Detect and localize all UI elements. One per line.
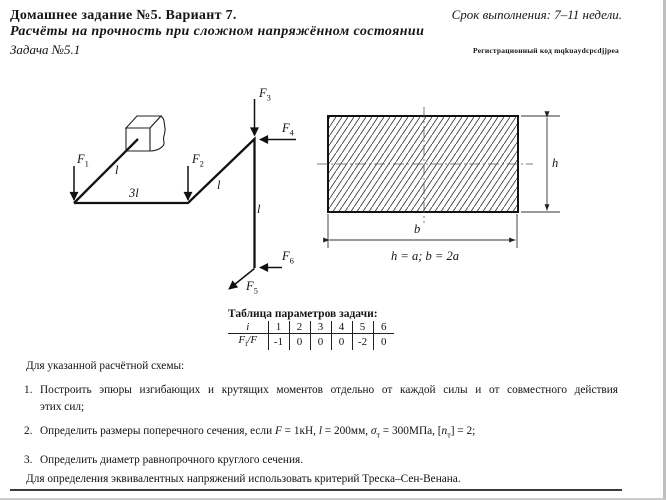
label-length-l3: l bbox=[257, 202, 261, 216]
label-length-l1: l bbox=[115, 163, 119, 177]
task2-text: Определить размеры поперечного сечения, если F = 1кН, l = 200мм, $\sigma_т = 300МПа$, $[n_т] = 2$; bbox=[40, 425, 476, 440]
cell-i: i bbox=[246, 321, 250, 333]
label-length-l2: l bbox=[217, 178, 221, 192]
cell-fi-over-f: $F_i/F$ bbox=[228, 334, 268, 351]
frame-rods bbox=[74, 139, 255, 268]
table-row-header: i 1 2 3 4 5 6 bbox=[228, 321, 394, 334]
params-table-title: Таблица параметров задачи: bbox=[228, 308, 378, 320]
label-length-3l: 3l bbox=[129, 186, 139, 200]
label-f1: $F_1$ bbox=[77, 152, 89, 169]
deadline-text: Срок выполнения: 7–11 недели. bbox=[451, 7, 622, 22]
task3-text: Определить диаметр равнопрочного круглого сечения. bbox=[40, 454, 304, 466]
bottom-double-rule bbox=[10, 489, 622, 491]
label-f4: $F_4$ bbox=[282, 121, 294, 138]
task1-line1: Построить эпюры изгибающих и крутящих моментов отдельно от каждой силы и от совместного действия bbox=[40, 384, 618, 396]
label-h: h bbox=[552, 156, 559, 170]
task2-number: 2. bbox=[24, 425, 33, 437]
table-row-values: $F_i/F$ -1 0 0 0 -2 0 bbox=[228, 334, 394, 351]
params-table-block bbox=[228, 308, 394, 350]
label-f6: $F_6$ bbox=[282, 249, 294, 266]
registration-code: Регистрационный код mqkuaydcpcdjjpea bbox=[473, 46, 619, 55]
task3-number: 3. bbox=[24, 454, 33, 466]
label-f3: $F_3$ bbox=[259, 86, 271, 103]
label-f5: $F_5$ bbox=[246, 279, 258, 296]
task1-line2: этих сил; bbox=[40, 401, 85, 413]
label-f2: $F_2$ bbox=[192, 152, 204, 169]
params-table bbox=[228, 321, 394, 350]
task-number: Задача №5.1 bbox=[10, 42, 81, 57]
section-relation: h = a; b = 2a bbox=[391, 249, 459, 263]
label-b: b bbox=[414, 222, 421, 236]
tasks-footer: Для определения эквивалентных напряжений использовать критерий Треска–Сен-Венана. bbox=[26, 473, 461, 485]
page-title: Домашнее задание №5. Вариант 7. bbox=[10, 8, 237, 23]
task1-number: 1. bbox=[24, 384, 33, 396]
tasks-intro: Для указанной расчётной схемы: bbox=[26, 360, 185, 372]
page-subtitle: Расчёты на прочность при сложном напряжённом состоянии bbox=[10, 24, 425, 39]
